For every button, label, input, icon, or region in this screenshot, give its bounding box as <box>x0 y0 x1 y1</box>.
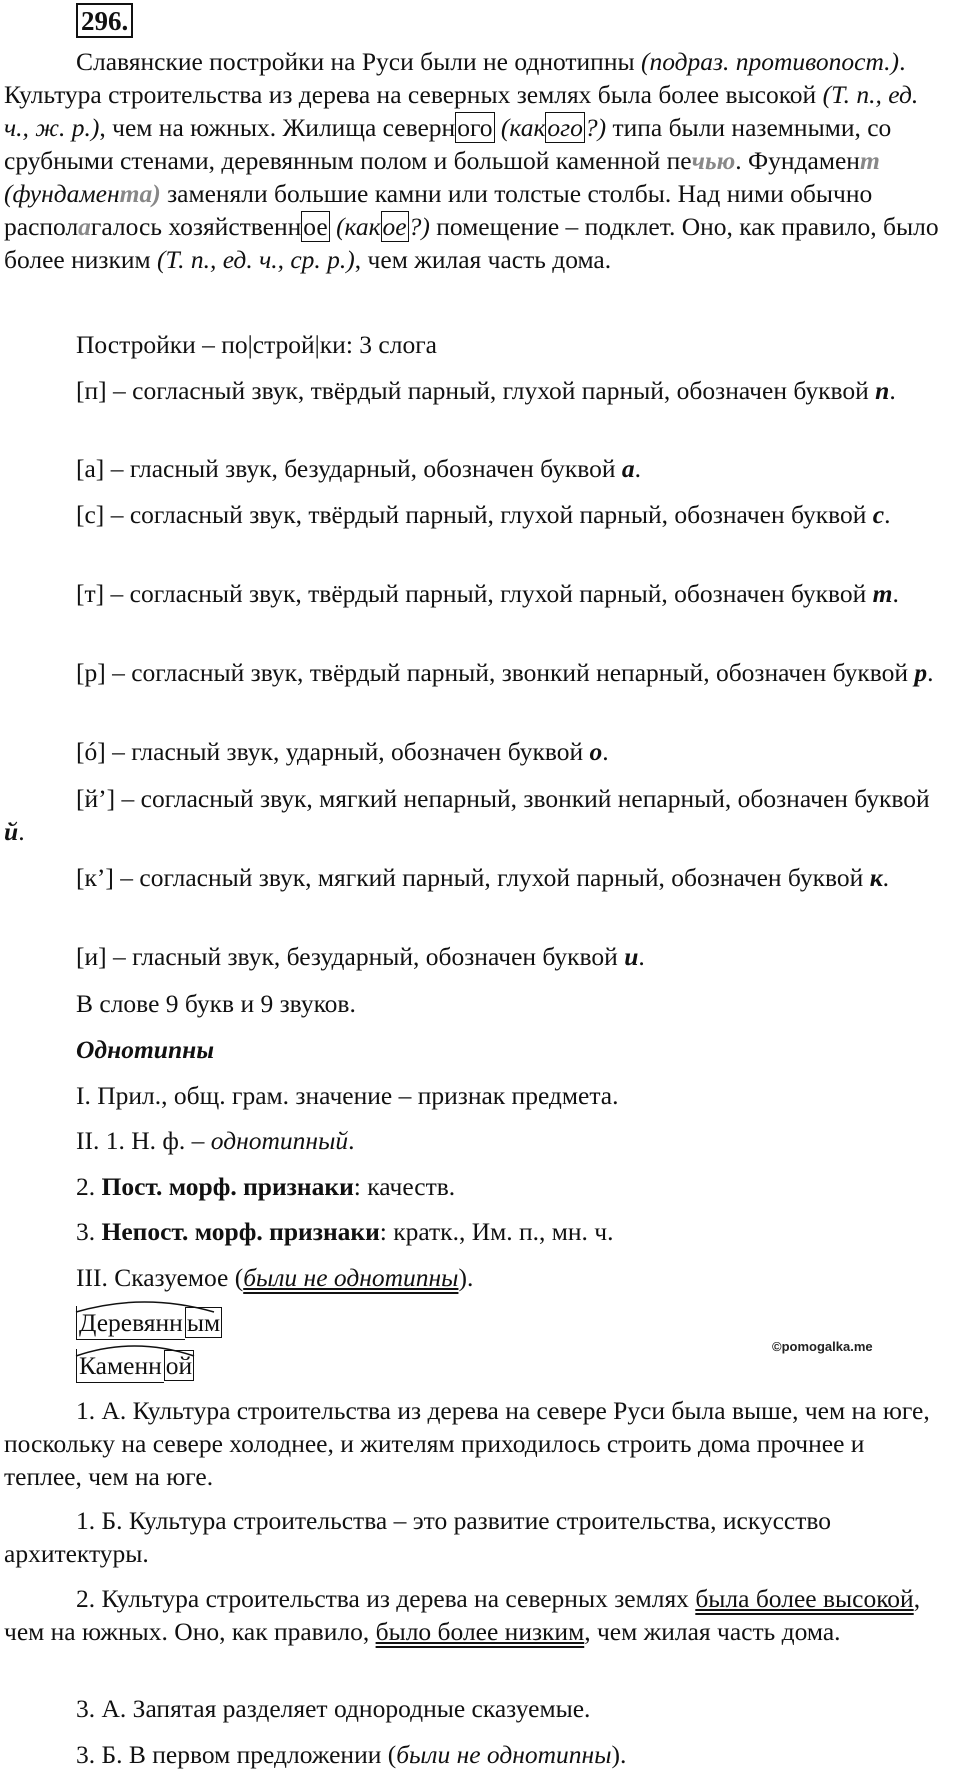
word-ending-1: ым <box>186 1308 221 1337</box>
ending-box-1: ого <box>457 113 493 142</box>
sound-line: [п] – согласный звук, твёрдый парный, глухой парный, обозначен буквой п. <box>76 376 896 405</box>
orthogram-3: а <box>78 212 91 241</box>
morph-line-5: III. Сказуемое (были не однотипны). <box>76 1263 474 1292</box>
phonetic-summary: В слове 9 букв и 9 звуков. <box>76 989 356 1018</box>
sound-line: [т] – согласный звук, твёрдый парный, глухой парный, обозначен буквой т. <box>76 579 899 608</box>
question-ending-box-1: ого <box>547 113 583 142</box>
word-analysis-2 <box>76 1349 194 1383</box>
morph-line-4: 3. Непост. морф. признаки: кратк., Им. п., мн. ч. <box>76 1217 614 1246</box>
predicate-2: было более низким <box>375 1617 585 1646</box>
word-stem-2: Каменн <box>76 1349 164 1383</box>
question-ending-box-2: ое <box>382 212 407 241</box>
answer-1b: 1. Б. Культура строительства – это развитие строительства, искусство архитектуры. <box>4 1506 832 1568</box>
answer-1a: 1. А. Культура строительства из дерева на севере Руси была выше, чем на юге, поскольку на севере холоднее, и жителям приходилось строить дома прочнее и теплее, чем на юге. <box>4 1396 930 1491</box>
answer-3b: 3. Б. В первом предложении (были не однотипны). <box>76 1740 627 1769</box>
intro-s1: Славянские постройки на Руси были не однотипны <box>76 47 635 76</box>
sound-line: [ó] – гласный звук, ударный, обозначен буквой о. <box>76 737 609 766</box>
answer-3a: 3. А. Запятая разделяет однородные сказуемые. <box>76 1694 591 1723</box>
intro-paragraph <box>4 45 940 276</box>
morph-line-2: II. 1. Н. ф. – однотипный. <box>76 1126 355 1155</box>
intro-s5a: помещение – подклет. Оно, как правило, было более низким <box>4 212 939 274</box>
sound-line: [й’] – согласный звук, мягкий непарный, звонкий непарный, обозначен буквой й. <box>4 784 930 846</box>
intro-s2b: , чем на южных. Жилища северн <box>99 113 456 142</box>
intro-note-3: (Т. п., ед. ч., ср. р.) <box>157 245 355 274</box>
exercise-number: 296. <box>76 3 133 38</box>
intro-note-1: (подраз. противопост.) <box>640 47 900 76</box>
word-stem-1: Деревянн <box>76 1306 185 1340</box>
predicate-1: была более высокой <box>695 1584 914 1613</box>
orthogram-2: т <box>859 146 880 175</box>
intro-s4b: галось хозяйственн <box>90 212 302 241</box>
ending-box-2: ое <box>303 212 328 241</box>
intro-s3a: типа были наземными, со срубными стенами, деревянным полом и большой каменной пе <box>4 113 892 175</box>
morph-word: Однотипны <box>76 1035 215 1064</box>
question-3: (какое?) <box>336 212 430 241</box>
intro-note-2: (Т. п., ед. ч., ж. р.) <box>4 80 919 142</box>
intro-s4a: заменяли большие камни или толстые столбы. Над ними обычно распол <box>4 179 873 241</box>
intro-s2a: . Культура строительства из дерева на северных землях была более высокой <box>4 47 906 109</box>
question-1: (какого?) <box>500 113 607 142</box>
orthogram-1: чью <box>691 146 736 175</box>
watermark: ©pomogalka.me <box>772 1339 873 1354</box>
sound-line: [и] – гласный звук, безударный, обозначен буквой и. <box>76 942 645 971</box>
word-ending-2: ой <box>165 1351 193 1380</box>
answer-2: 2. Культура строительства из дерева на северных землях была более высокой, чем на южных. Оно, как правило, было более низким, чем жилая часть дома. <box>4 1584 921 1646</box>
intro-s3b: . Фундамен <box>735 146 860 175</box>
sound-line: [р] – согласный звук, твёрдый парный, звонкий непарный, обозначен буквой р. <box>76 658 934 687</box>
sound-line: [к’] – согласный звук, мягкий парный, глухой парный, обозначен буквой к. <box>76 863 889 892</box>
sound-line: [а] – гласный звук, безударный, обозначен буквой а. <box>76 454 641 483</box>
intro-s5b: , чем жилая часть дома. <box>354 245 612 274</box>
morph-line-1: I. Прил., общ. грам. значение – признак предмета. <box>76 1081 619 1110</box>
word-analysis-1 <box>76 1306 222 1340</box>
sound-line: [с] – согласный звук, твёрдый парный, глухой парный, обозначен буквой с. <box>76 500 891 529</box>
question-2: (фундамента) <box>4 179 161 208</box>
morph-line-3: 2. Пост. морф. признаки: качеств. <box>76 1172 456 1201</box>
phonetic-title: Постройки – по|строй|ки: 3 слога <box>76 330 437 359</box>
